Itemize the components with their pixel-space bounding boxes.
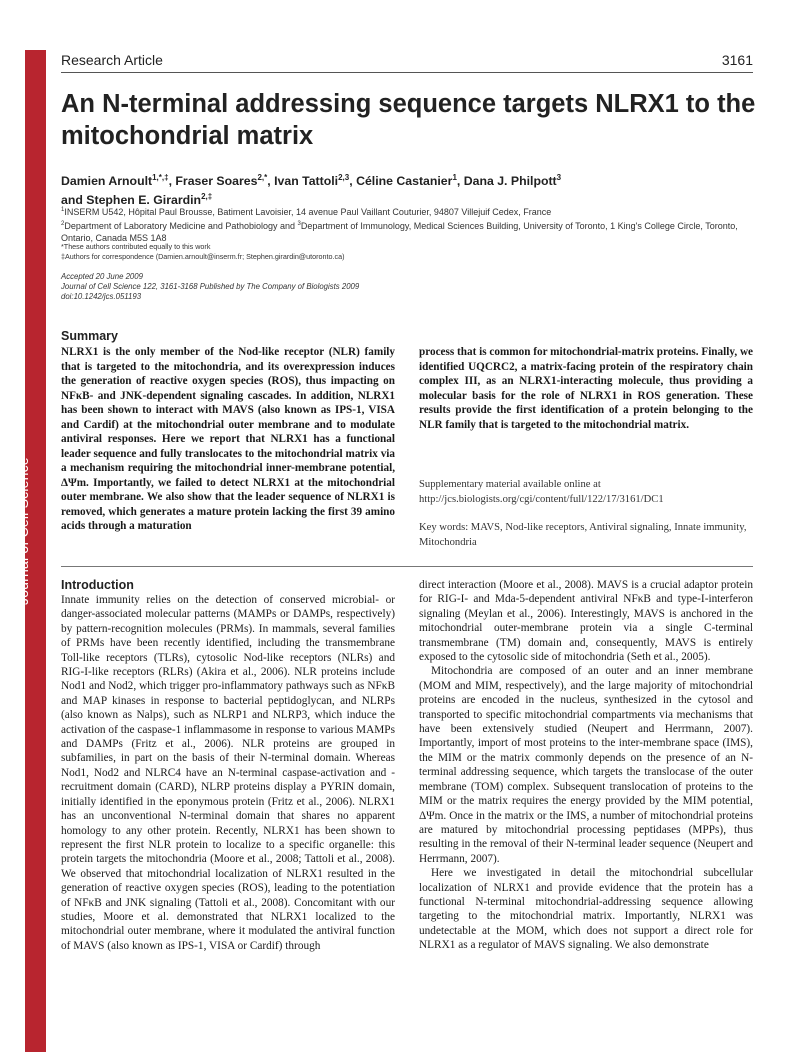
- affiliation-1: INSERM U542, Hôpital Paul Brousse, Batiment Lavoisier, 14 avenue Paul Vaillant Couturier, 94807 Villejuif Cedex, France: [64, 207, 552, 217]
- author-marks: 3: [556, 173, 562, 182]
- journal-citation: Journal of Cell Science 122, 3161-3168 Published by The Company of Biologists 2009: [61, 282, 360, 291]
- header-divider: [61, 72, 753, 73]
- keywords: Key words: MAVS, Nod-like receptors, Antiviral signaling, Innate immunity, Mitochondria: [419, 522, 747, 548]
- introduction-column-left: [61, 593, 395, 953]
- author: Damien Arnoult: [61, 174, 153, 189]
- author: Fraser Soares: [175, 174, 258, 189]
- paragraph: Mitochondria are composed of an outer and an inner membrane (MOM and MIM, respectively), and the large majority of mitochondrial proteins are encoded in the nucleus, synthesized in the cytosol and transported to specific mitochondrial compartments via mechanisms that have been extensively studied (Neupert and Herrmann, 2007). Importantly, import of most proteins to the inter-membrane space (IMS), the MIM or the matrix commonly depends on the presence of an N-terminal addressing sequence, which targets the translocase of the outer membrane (TOM) complex. Subsequent translocation of proteins to the MIM or the matrix requires the energy provided by the MIM potential, ΔΨm. Once in the matrix or the IMS, a number of mitochondrial proteins are matured by mitochondrial processing peptidases (MPPs), thus resulting in the removal of their N-terminal leader sequence (Neupert and Herrmann, 2007).: [419, 665, 753, 865]
- paragraph: direct interaction (Moore et al., 2008). MAVS is a crucial adaptor protein for RIG-I- and Mda-5-dependent antiviral NFκB and type-I-interferon signaling (Meylan et al., 2006). Interestingly, MAVS is anchored in the mitochondrial outer-membrane protein via a single C-terminal transmembrane (TM) domain and, consequently, MAVS is entirely exposed to the cytosolic side of mitochondria (Seth et al., 2005).: [419, 579, 753, 664]
- author-separator: and: [61, 193, 87, 208]
- section-divider: [61, 566, 753, 567]
- author: Stephen E. Girardin: [86, 193, 202, 208]
- introduction-heading: Introduction: [61, 578, 134, 592]
- supplementary-link[interactable]: http://jcs.biologists.org/cgi/content/full/122/17/3161/DC1: [419, 494, 664, 505]
- affiliations: [61, 204, 756, 244]
- summary-heading: Summary: [61, 329, 118, 343]
- author-separator: ,: [456, 174, 464, 189]
- paragraph: Innate immunity relies on the detection of conserved microbial- or danger-associated molecular patterns (MAMPs or DAMPs, respectively) by pattern-recognition molecules (PRMs). In mammals, several families of PRMs have been recently identified, including the transmembrane Toll-like receptors (TLRs), cytosolic Nod-like receptors (NLRs) and RIG-I-like receptors (RLRs) (Akira et al., 2006). NLR proteins include Nod1 and Nod2, which trigger pro-inflammatory pathways such as NFκB and MAP kinases in response to bacterial peptidoglycan, and NLRPs (also known as Nalps), such as NLRP1 and NLRP3, which induce the activation of the caspase-1 inflammasome in response to various MAMPs and DAMPs (Fritz et al., 2006). NLR proteins are grouped in subfamilies, in part on the basis of their N-terminal domain. Whereas Nod1, Nod2 and NLRC4 have an N-terminal caspase-activation and -recruitment domain (CARD), NLRP proteins display a PYRIN domain, initially identified in the eponymous protein (Fritz et al., 2006). NLRX1 has an unconventional N-terminal domain that shares no apparent homology to any other protein. Recently, NLRX1 has been shown to represent the first NLR protein to localize to a specific organelle: this protein targets the mitochondria (Moore et al., 2008; Tattoli et al., 2008). We observed that mitochondrial localization of NLRX1 resulted in the generation of reactive oxygen species (ROS), leading to the potentiation of NFκB and JNK signaling (Tattoli et al., 2008). Concomitant with our studies, Moore et al. demonstrated that NLRX1 localized to the mitochondrial outer membrane, where it modulated the antiviral function of MAVS (also known as IPS-1, VISA or Cardif) through: [61, 594, 395, 952]
- affiliation-mark: 3: [297, 221, 301, 227]
- author: Dana J. Philpott: [463, 174, 557, 189]
- affiliation-3: Department of Immunology, Medical Sciences Building, University of Toronto, 1 King's College Circle, Toronto, Ontario, Canada M5S 1A8: [61, 221, 738, 243]
- introduction-column-right: [419, 578, 753, 953]
- paragraph: Here we investigated in detail the mitochondrial subcellular localization of NLRX1 and provide evidence that the protein has a functional N-terminal mitochondrial-addressing sequence allowing targeting to the mitochondrial matrix. Importantly, NLRX1 was undetectable at the MOM, which does not support a direct role for NLRX1 as a regulator of MAVS signaling. We also demonstrate: [419, 867, 753, 952]
- author-separator: ,: [267, 174, 275, 189]
- author-marks: 1,*,‡: [152, 173, 169, 182]
- supplementary-label: Supplementary material available online at: [419, 479, 601, 490]
- author-separator: ,: [168, 174, 176, 189]
- doi: doi:10.1242/jcs.051193: [61, 292, 142, 301]
- affiliation-2: Department of Laboratory Medicine and Pathobiology and: [64, 221, 298, 231]
- author-marks: 2,3: [338, 173, 350, 182]
- author-marks: 2,*: [257, 173, 268, 182]
- author-marks: 1: [452, 173, 457, 182]
- page-number: 3161: [721, 52, 753, 68]
- supplementary-info: [419, 477, 753, 507]
- affiliation-mark: 1: [61, 207, 65, 213]
- correspondence-note: ‡Authors for correspondence (Damien.arnoult@inserm.fr; Stephen.girardin@utoronto.ca): [61, 252, 345, 261]
- author: Céline Castanier: [356, 174, 453, 189]
- author: Ivan Tattoli: [274, 174, 339, 189]
- article-title: An N-terminal addressing sequence targets NLRX1 to the mitochondrial matrix: [61, 90, 756, 150]
- publication-info: [61, 272, 751, 302]
- accepted-date: Accepted 20 June 2009: [61, 272, 143, 281]
- summary-text-right: process that is common for mitochondrial-matrix proteins. Finally, we identified UQCRC2, a matrix-facing protein of the respiratory chain complex III, as an NLRX1-interacting molecule, thus providing a molecular basis for the role of NLRX1 in ROS generation. These results provide the first identification of a protein belonging to the NLR family that is targeted to the mitochondrial matrix.: [419, 346, 753, 431]
- author-marks: 2,‡: [201, 192, 213, 202]
- article-section-label: Research Article: [61, 52, 163, 68]
- summary-text-left: NLRX1 is the only member of the Nod-like receptor (NLR) family that is targeted to the mitochondria, and its overexpression induces the generation of reactive oxygen species (ROS), thus impacting on NFκB- and JNK-dependent signaling cascades. In addition, NLRX1 has been shown to interact with MAVS (also known as IPS-1, VISA and Cardif) at the mitochondrial outer membrane and to modulate antiviral responses. Here we report that NLRX1 has a functional leader sequence and fully translocates to the mitochondrial matrix via a mechanism requiring the mitochondrial inner-membrane potential, ΔΨm. Importantly, we failed to detect NLRX1 at the mitochondrial outer membrane. We also show that the leader sequence of NLRX1 is removed, which generates a mature protein lacking the first 39 amino acids through a maturation: [61, 346, 395, 532]
- journal-name-text: Journal of Cell Science: [15, 457, 31, 605]
- affiliation-mark: 2: [61, 221, 65, 227]
- author-separator: ,: [349, 174, 357, 189]
- author-list: [61, 170, 751, 208]
- author-notes: [61, 242, 751, 262]
- equal-contribution-note: *These authors contributed equally to this work: [61, 242, 211, 251]
